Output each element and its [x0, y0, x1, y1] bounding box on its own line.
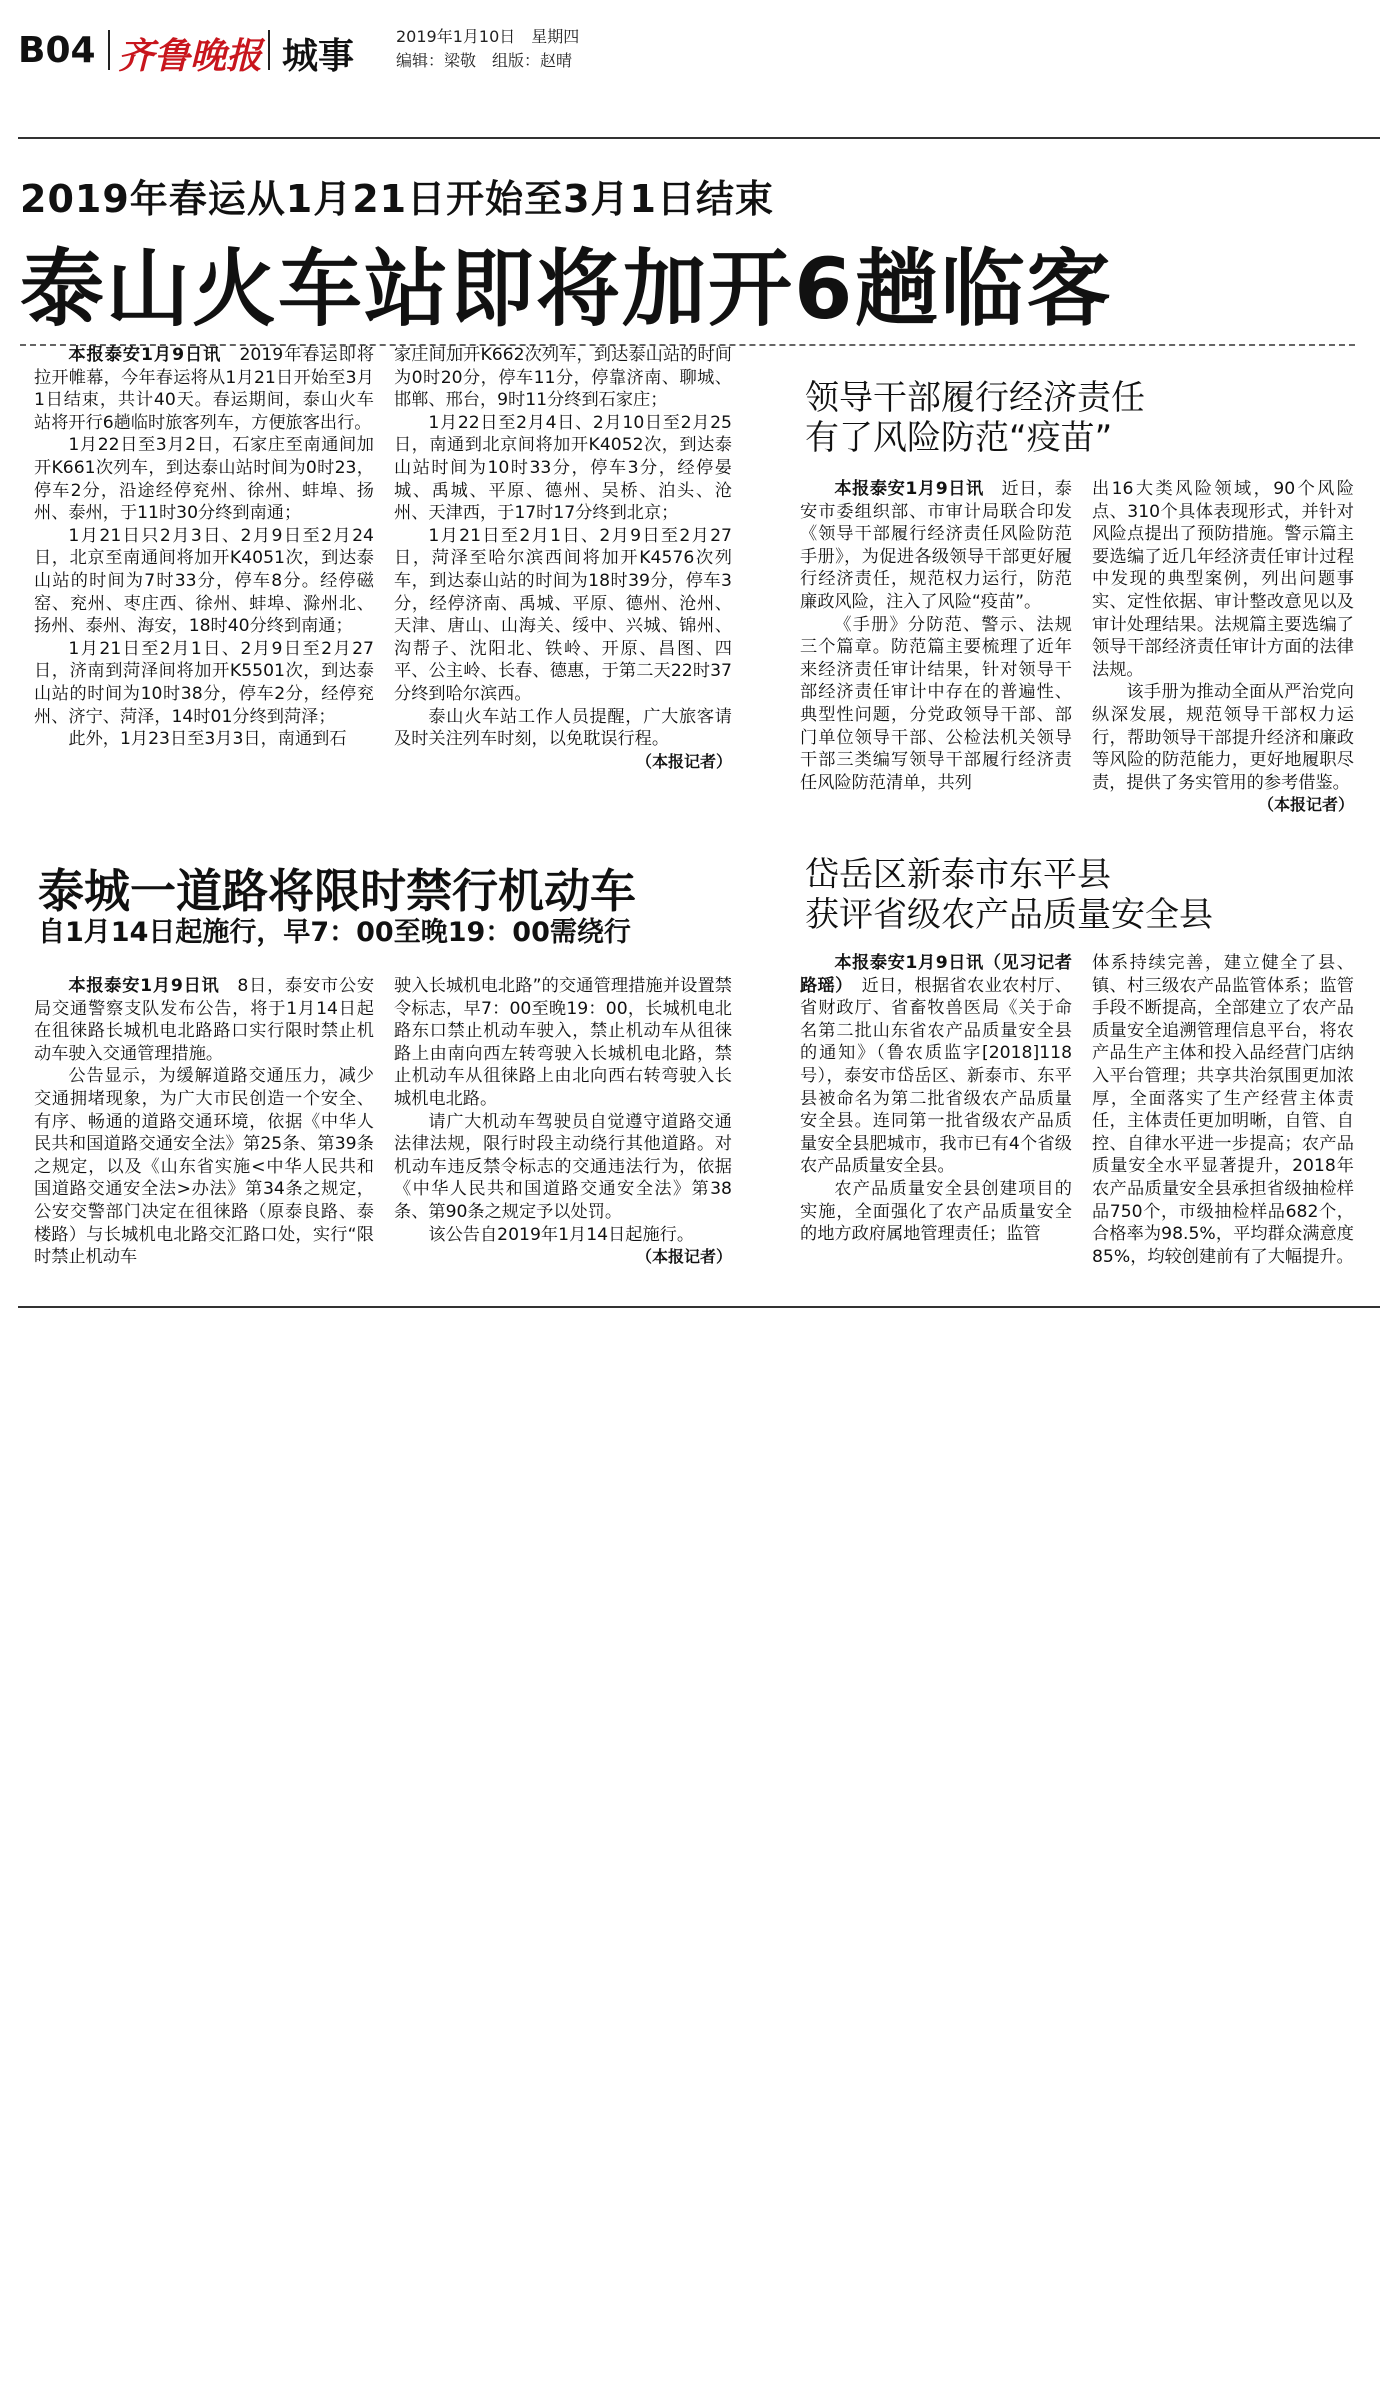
train-para-2: 1月22日至3月2日，石家庄至南通间加开K661次列车，到达泰山站时间为0时23，停车2分，沿途经停兖州、徐州、蚌埠、扬州、泰州，于11时30分终到南通；: [34, 435, 374, 524]
road-deck: 自1月14日起施行，早7：00至晚19：00需绕行: [38, 917, 631, 948]
train-para-9: 泰山火车站工作人员提醒，广大旅客请及时关注列车时刻，以免耽误行程。: [394, 706, 732, 750]
masthead-divider: [108, 30, 110, 70]
newspaper-logo: 齐鲁晚报: [118, 35, 263, 77]
train-dateline: 本报泰安1月9日讯: [68, 345, 222, 365]
agri-headline-line2: 获评省级农产品质量安全县: [805, 895, 1213, 935]
cadre-para-2: 《手册》分防范、警示、法规三个篇章。防范篇主要梳理了近年来经济责任审计结果，针对领导干部经济责任审计中存在的普遍性、典型性问题，分党政领导干部、部门单位领导干部、公检法机关领导干部三类编写领导干部履行经济责任风险防范清单，共列: [800, 614, 1072, 793]
cadre-para-3: 出16大类风险领域，90个风险点、310个具体表现形式，并针对风险点提出了预防措施。警示篇主要选编了近几年经济责任审计过程中发现的典型案例，列出问题事实、定性依据、审计整改意见以及审计处理结果。法规篇主要选编了领导干部经济责任审计方面的法律法规。: [1092, 479, 1354, 680]
agri-headline: [805, 855, 1213, 935]
road-dateline: 本报泰安1月9日讯: [68, 976, 220, 996]
road-col1: [34, 975, 374, 1269]
road-para-1: [34, 975, 374, 1065]
road-credit: （本报记者）: [635, 1247, 732, 1267]
road-para-1-text: 8日，泰安市公安局交通警察支队发布公告，将于1月14日起在徂徕路长城机电北路路口实行限时禁止机动车驶入交通管理措施。: [34, 976, 375, 1064]
agri-headline-line1: 岱岳区新泰市东平县: [805, 855, 1111, 895]
agri-para-2: 农产品质量安全县创建项目的实施，全面强化了农产品质量安全的地方政府属地管理责任；监管: [800, 1178, 1072, 1245]
road-headline: 泰城一道路将限时禁行机动车: [38, 864, 636, 918]
agri-col1: [800, 952, 1090, 1246]
train-kicker: 2019年春运从1月21日开始至3月1日结束: [20, 177, 774, 221]
train-para-8: 1月21日至2月1日、2月9日至2月27日，菏泽至哈尔滨西间将加开K4576次列车，到达泰山站的时间为18时39分，停车3分，经停济南、禹城、平原、德州、沧州、天津、唐山、山海关、绥中、兴城、锦州、沟帮子、沈阳北、铁岭、开原、昌图、四平、公主岭、长春、德惠，于第二天22时37分终到哈尔滨西。: [394, 525, 732, 704]
cadre-credit: （本报记者）: [1257, 795, 1354, 815]
agri-para-1: [800, 952, 1090, 1178]
train-para-3: 1月21日只2月3日、2月9日至2月24日，北京至南通间将加开K4051次，到达泰山站的时间为7时33分，停车8分。经停磁窑、兖州、枣庄西、徐州、蚌埠、滁州北、扬州、泰州、海安，18时40分终到南通；: [34, 525, 374, 637]
page-bottom-rule: [18, 1306, 1380, 1308]
cadre-headline-line1: 领导干部履行经济责任: [805, 378, 1145, 418]
train-headline: 泰山火车站即将加开6趟临客: [20, 240, 1113, 338]
road-col2: [394, 975, 732, 1269]
agri-col2: [1092, 952, 1354, 1268]
masthead-divider: [268, 30, 270, 70]
cadre-headline-line2: 有了风险防范“疫苗”: [805, 418, 1113, 458]
train-para-1: [34, 344, 374, 434]
agri-para-3: 体系持续完善，建立健全了县、镇、村三级农产品监管体系；监管手段不断提高，全部建立了农产品质量安全追溯管理信息平台，将农产品生产主体和投入品经营门店纳入平台管理；共享共治氛围更加浓厚，全面落实了生产经营主体责任，主体责任更加明晰，自管、自控、自律水平进一步提高；农产品质量安全水平显著提升，2018年农产品质量安全县承担省级抽检样品750个，市级抽检样品682个，合格率为98.5%，平均群众满意度85%，均较创建前有了大幅提升。: [1092, 953, 1354, 1267]
train-para-1-text: 2019年春运即将拉开帷幕，今年春运将从1月21日开始至3月1日结束，共计40天。春运期间，泰山火车站将开行6趟临时旅客列车，方便旅客出行。: [34, 345, 374, 433]
cadre-para-1-text: 近日，泰安市委组织部、市审计局联合印发《领导干部履行经济责任风险防范手册》，为促进各级领导干部更好履行经济责任，规范权力运行，防范廉政风险，注入了风险“疫苗”。: [800, 479, 1072, 612]
header-rule: [18, 137, 1380, 139]
page-number: B04: [18, 30, 96, 71]
road-para-2: 公告显示，为缓解道路交通压力，减少交通拥堵现象，为广大市民创造一个安全、有序、畅通的道路交通环境，依据《中华人民共和国道路交通安全法》第25条、第39条之规定，以及《山东省实施<中华人民共和国道路交通安全法>办法》第34条之规定，公安交警部门决定在徂徕路（原泰良路、泰楼路）与长城机电北路交汇路口处，实行“限时禁止机动车: [34, 1066, 374, 1268]
cadre-headline: [805, 378, 1145, 458]
train-col2: [394, 344, 732, 773]
section-title: 城事: [282, 36, 355, 77]
train-para-5: 此外，1月23日至3月3日，南通到石: [68, 729, 347, 750]
road-para-5: 该公告自2019年1月14日起施行。: [428, 1224, 695, 1245]
cadre-dateline: 本报泰安1月9日讯: [834, 479, 984, 499]
road-para-3: 驶入长城机电北路”的交通管理措施并设置禁令标志，早7：00至晚19：00，长城机电北路东口禁止机动车驶入，禁止机动车从徂徕路上由南向西左转弯驶入长城机电北路，禁止机动车从徂徕路上由北向西右转弯驶入长城机电北路。: [394, 976, 732, 1109]
cadre-col1: [800, 478, 1072, 794]
agri-dateline: 本报泰安1月9日讯（见习记者 路瑶）: [800, 953, 1090, 996]
agri-para-1-text: 近日，根据省农业农村厅、省财政厅、省畜牧兽医局《关于命名第二批山东省农产品质量安全县的通知》（鲁农质监字[2018]118号），泰安市岱岳区、新泰市、东平县被命名为第二批省级农产品质量安全县。连同第一批省级农产品质量安全县肥城市，我市已有4个省级农产品质量安全县。: [800, 975, 1072, 1177]
train-col1: [34, 344, 374, 751]
train-para-7: 1月22日至2月4日、2月10日至2月25日，南通到北京间将加开K4052次，到达泰山站时间为10时33分，停车3分，经停晏城、禹城、平原、德州、吴桥、泊头、沧州、天津西，于17时17分终到北京；: [394, 412, 732, 524]
cadre-para-4: 该手册为推动全面从严治党向纵深发展，规范领导干部权力运行，帮助领导干部提升经济和廉政等风险的防范能力，更好地履职尽责，提供了务实管用的参考借鉴。: [1092, 682, 1354, 793]
train-para-4: 1月21日至2月1日、2月9日至2月27日，济南到菏泽间将加开K5501次，到达泰山站的时间为10时38分，停车2分，经停兖州、济宁、菏泽，14时01分终到菏泽；: [34, 638, 374, 727]
train-credit: （本报记者）: [635, 751, 732, 771]
road-para-4: 请广大机动车驾驶员自觉遵守道路交通法律法规，限行时段主动绕行其他道路。对机动车违反禁令标志的交通违法行为，依据《中华人民共和国道路交通安全法》第38条、第90条之规定予以处罚。: [394, 1111, 732, 1222]
date-line: 2019年1月10日 星期四: [396, 27, 580, 46]
cadre-col2: [1092, 478, 1354, 817]
cadre-para-1: [800, 478, 1072, 614]
train-para-6: 家庄间加开K662次列车，到达泰山站的时间为0时20分，停车11分，停靠济南、聊城、邯郸、邢台，9时11分终到石家庄；: [394, 345, 732, 411]
editor-line: 编辑：梁敬 组版：赵晴: [396, 51, 573, 70]
